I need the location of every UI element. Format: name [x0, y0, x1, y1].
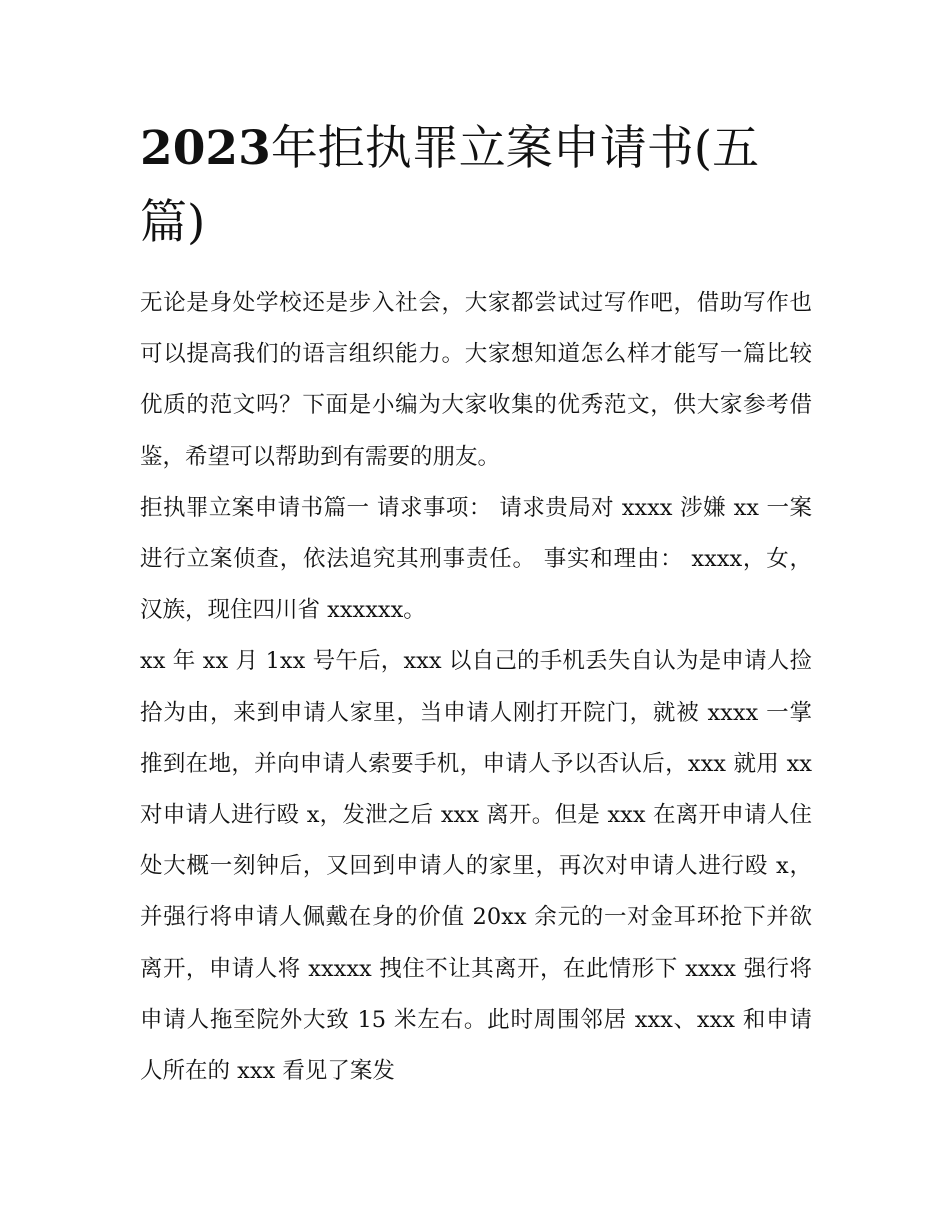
document-body [140, 278, 812, 1097]
title-year: 2023 [140, 121, 271, 176]
intro-paragraph: 无论是身处学校还是步入社会，大家都尝试过写作吧，借助写作也可以提高我们的语言组织能力。大家想知道怎么样才能写一篇比较优质的范文吗？下面是小编为大家收集的优秀范文，供大家参考借鉴，希望可以帮助到有需要的朋友。 [140, 290, 812, 470]
document-title [140, 112, 820, 260]
facts-paragraph: xx 年 xx 月 1xx 号午后，xxx 以自己的手机丢失自认为是申请人捡拾为由，来到申请人家里，当申请人刚打开院门，就被 xxxx 一掌推到在地，并向申请人索要手机，申请人予以否认后，xxx 就用 xx 对申请人进行殴 x，发泄之后 xxx 离开。但是 xxx 在离开申请人住处大概一刻钟后，又回到申请人的家里，再次对申请人进行殴 x，并强行将申请人佩戴在身的价值 20xx 余元的一对金耳环抢下并欲离开，申请人将 xxxxx 拽住不让其离开，在此情形下 xxxx 强行将申请人拖至院外大致 15 米左右。此时周围邻居 xxx、xxx 和申请人所在的 xxx 看见了案发 [140, 648, 812, 1085]
request-paragraph: 拒执罪立案申请书篇一 请求事项： 请求贵局对 xxxx 涉嫌 xx 一案进行立案侦查，依法追究其刑事责任。 事实和理由： xxxx，女，汉族，现住四川省 xxxxxx。 [140, 494, 812, 624]
title-text: 年拒执罪立案申请书(五篇) [140, 121, 760, 250]
